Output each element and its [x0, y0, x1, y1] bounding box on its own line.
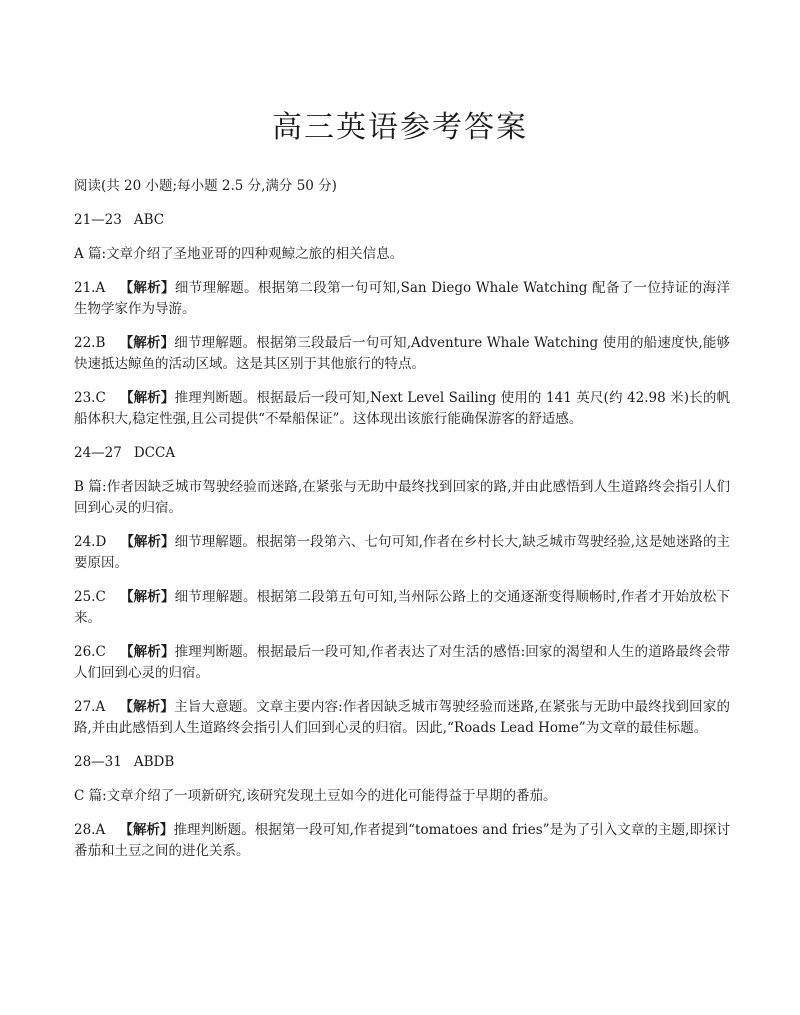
- answer-item: [74, 278, 730, 320]
- analysis-tag: 【解析】: [119, 644, 175, 660]
- answer-item: [74, 697, 730, 739]
- analysis-tag: 【解析】: [119, 335, 175, 351]
- group-range: 24—27: [74, 445, 122, 461]
- analysis-tag: 【解析】: [119, 390, 175, 406]
- answer-item: [74, 388, 730, 430]
- analysis-tag: 【解析】: [119, 589, 175, 605]
- question-number: 22.B: [74, 335, 106, 351]
- answer-item: [74, 587, 730, 629]
- analysis-text: 细节理解题。根据第一段第六、七句可知,作者在乡村长大,缺乏城市驾驶经验,这是她迷路的主要原因。: [74, 534, 731, 571]
- analysis-tag: 【解析】: [120, 534, 175, 550]
- group-answers: ABC: [133, 212, 165, 228]
- passage-summary: C 篇:文章介绍了一项新研究,该研究发现土豆如今的进化可能得益于早期的番茄。: [74, 788, 557, 804]
- group-range: 21—23: [74, 212, 122, 228]
- answer-item: [74, 642, 730, 684]
- page-title: 高三英语参考答案: [272, 110, 528, 145]
- analysis-text: 细节理解题。根据第二段第五句可知,当州际公路上的交通逐渐变得顺畅时,作者才开始放松下来。: [74, 589, 730, 626]
- analysis-tag: 【解析】: [119, 822, 174, 838]
- analysis-text: 推理判断题。根据最后一段可知,作者表达了对生活的感悟:回家的渴望和人生的道路最终会带人们回到心灵的归宿。: [74, 644, 731, 681]
- group-range-row: [74, 443, 730, 464]
- group-range-row: [74, 210, 730, 231]
- group-answers: ABDB: [133, 754, 175, 770]
- analysis-text: 推理判断题。根据第一段可知,作者提到“tomatoes and fries”是为了引入文章的主题,即探讨番茄和土豆之间的进化关系。: [74, 822, 730, 859]
- question-number: 28.A: [74, 822, 106, 838]
- group-range: 28—31: [74, 754, 122, 770]
- question-number: 27.A: [74, 699, 106, 715]
- analysis-tag: 【解析】: [119, 280, 175, 296]
- question-number: 24.D: [74, 534, 107, 550]
- answer-item: [74, 333, 730, 375]
- answer-item: [74, 532, 730, 574]
- question-number: 26.C: [74, 644, 106, 660]
- answer-item: [74, 820, 730, 862]
- passage-summary: B 篇:作者因缺乏城市驾驶经验而迷路,在紧张与无助中最终找到回家的路,并由此感悟到人生道路终会指引人们回到心灵的归宿。: [74, 479, 730, 516]
- group-range-row: [74, 752, 730, 773]
- group-answers: DCCA: [133, 445, 176, 461]
- question-number: 21.A: [74, 280, 106, 296]
- question-number: 25.C: [74, 589, 106, 605]
- answer-content: [74, 176, 730, 875]
- analysis-tag: 【解析】: [119, 699, 175, 715]
- question-number: 23.C: [74, 390, 106, 406]
- section-header: 阅读(共 20 小题;每小题 2.5 分,满分 50 分): [74, 178, 337, 194]
- analysis-text: 细节理解题。根据第三段最后一句可知,Adventure Whale Watching 使用的船速度快,能够快速抵达鲸鱼的活动区域。这是其区别于其他旅行的特点。: [74, 335, 731, 372]
- analysis-text: 细节理解题。根据第二段第一句可知,San Diego Whale Watching 配备了一位持证的海洋生物学家作为导游。: [74, 280, 731, 317]
- passage-summary: A 篇:文章介绍了圣地亚哥的四种观鲸之旅的相关信息。: [74, 246, 404, 262]
- analysis-text: 推理判断题。根据最后一段可知,Next Level Sailing 使用的 141 英尺(约 42.98 米)长的帆船体积大,稳定性强,且公司提供“不晕船保证”。这体现出该旅行能确保游客的舒适感。: [74, 390, 731, 427]
- analysis-text: 主旨大意题。文章主要内容:作者因缺乏城市驾驶经验而迷路,在紧张与无助中最终找到回家的路,并由此感悟到人生道路终会指引人们回到心灵的归宿。因此,“Roads Lead Home”为文章的最佳标题。: [74, 699, 731, 736]
